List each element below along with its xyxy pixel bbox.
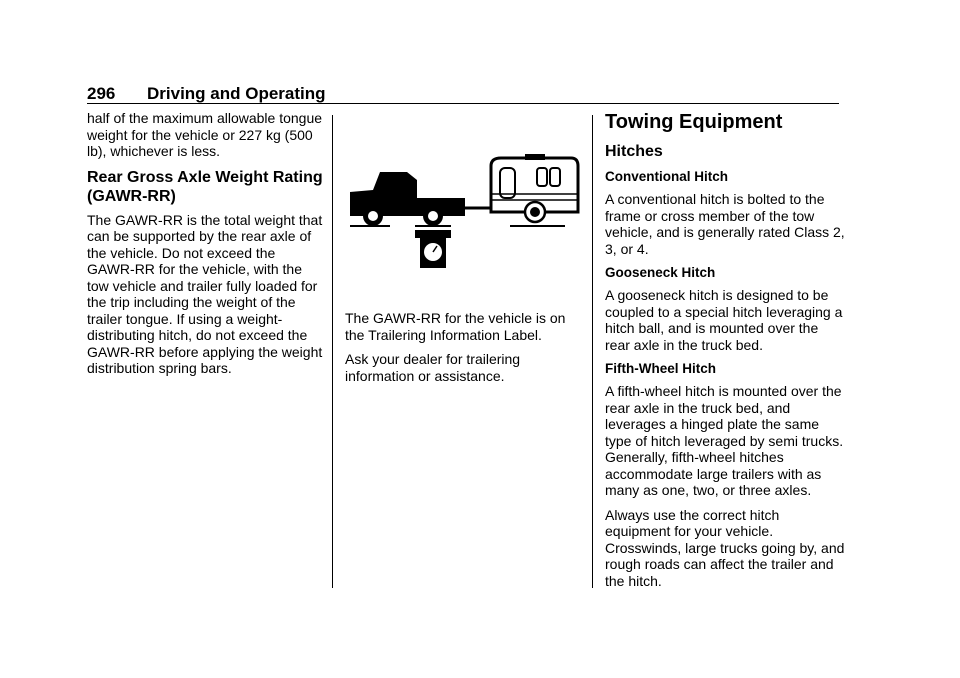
section-title: Driving and Operating [147,84,326,103]
scale-icon [415,230,451,268]
gooseneck-hitch-paragraph: A gooseneck hitch is designed to be coupled to a special hitch leveraging a hitch ball, and is mounted over the rear axle in the truck bed. [605,287,843,353]
column-divider-left [332,115,333,588]
gawr-paragraph: The GAWR-RR is the total weight that can be supported by the rear axle of the vehicle. Do not exceed the GAWR-RR for the vehicle, with the tow vehicle and trailer fully loaded for the trip including the weight of the trailer tongue. If using a weight-distributing hitch, do not exceed the GAWR-RR before applying the weight distribution spring bars. [87,211,323,376]
towing-equipment-title: Towing Equipment [605,111,783,133]
hitch-advice-paragraph: Always use the correct hitch equipment for your vehicle. Crosswinds, large trucks going by, and rough roads can affect the trailer and the hitch. [605,506,845,589]
gooseneck-hitch-heading: Gooseneck Hitch [605,265,716,280]
dealer-paragraph: Ask your dealer for trailering information or assistance. [345,351,521,384]
gawr-heading: Rear Gross Axle Weight Rating (GAWR-RR) [87,168,323,205]
label-paragraph: The GAWR-RR for the vehicle is on the Trailering Information Label. [345,310,566,343]
conventional-hitch-heading: Conventional Hitch [605,169,729,184]
fifth-wheel-hitch-heading: Fifth-Wheel Hitch [605,361,716,376]
travel-trailer-icon [491,154,578,226]
intro-paragraph: half of the maximum allowable tongue weight for the vehicle or 227 kg (500 lb), whichever is less. [87,110,323,159]
column-divider-right [592,115,593,588]
page-number: 296 [87,84,116,103]
column-middle [345,310,580,392]
truck-trailer-scale-illustration [345,150,581,268]
column-left [87,110,323,385]
fifth-wheel-hitch-paragraph: A fifth-wheel hitch is mounted over the rear axle in the truck bed, and leverages a hinged plate the same type of hitch leveraged by semi trucks. Generally, fifth-wheel hitches accommodate large trailers with as many as one, two, or three axles. [605,383,844,498]
header-divider [87,103,839,104]
conventional-hitch-paragraph: A conventional hitch is bolted to the frame or cross member of the tow vehicle, and is generally rated Class 2, 3, or 4. [605,191,845,257]
column-right [605,110,845,597]
hitches-subtitle: Hitches [605,143,663,160]
